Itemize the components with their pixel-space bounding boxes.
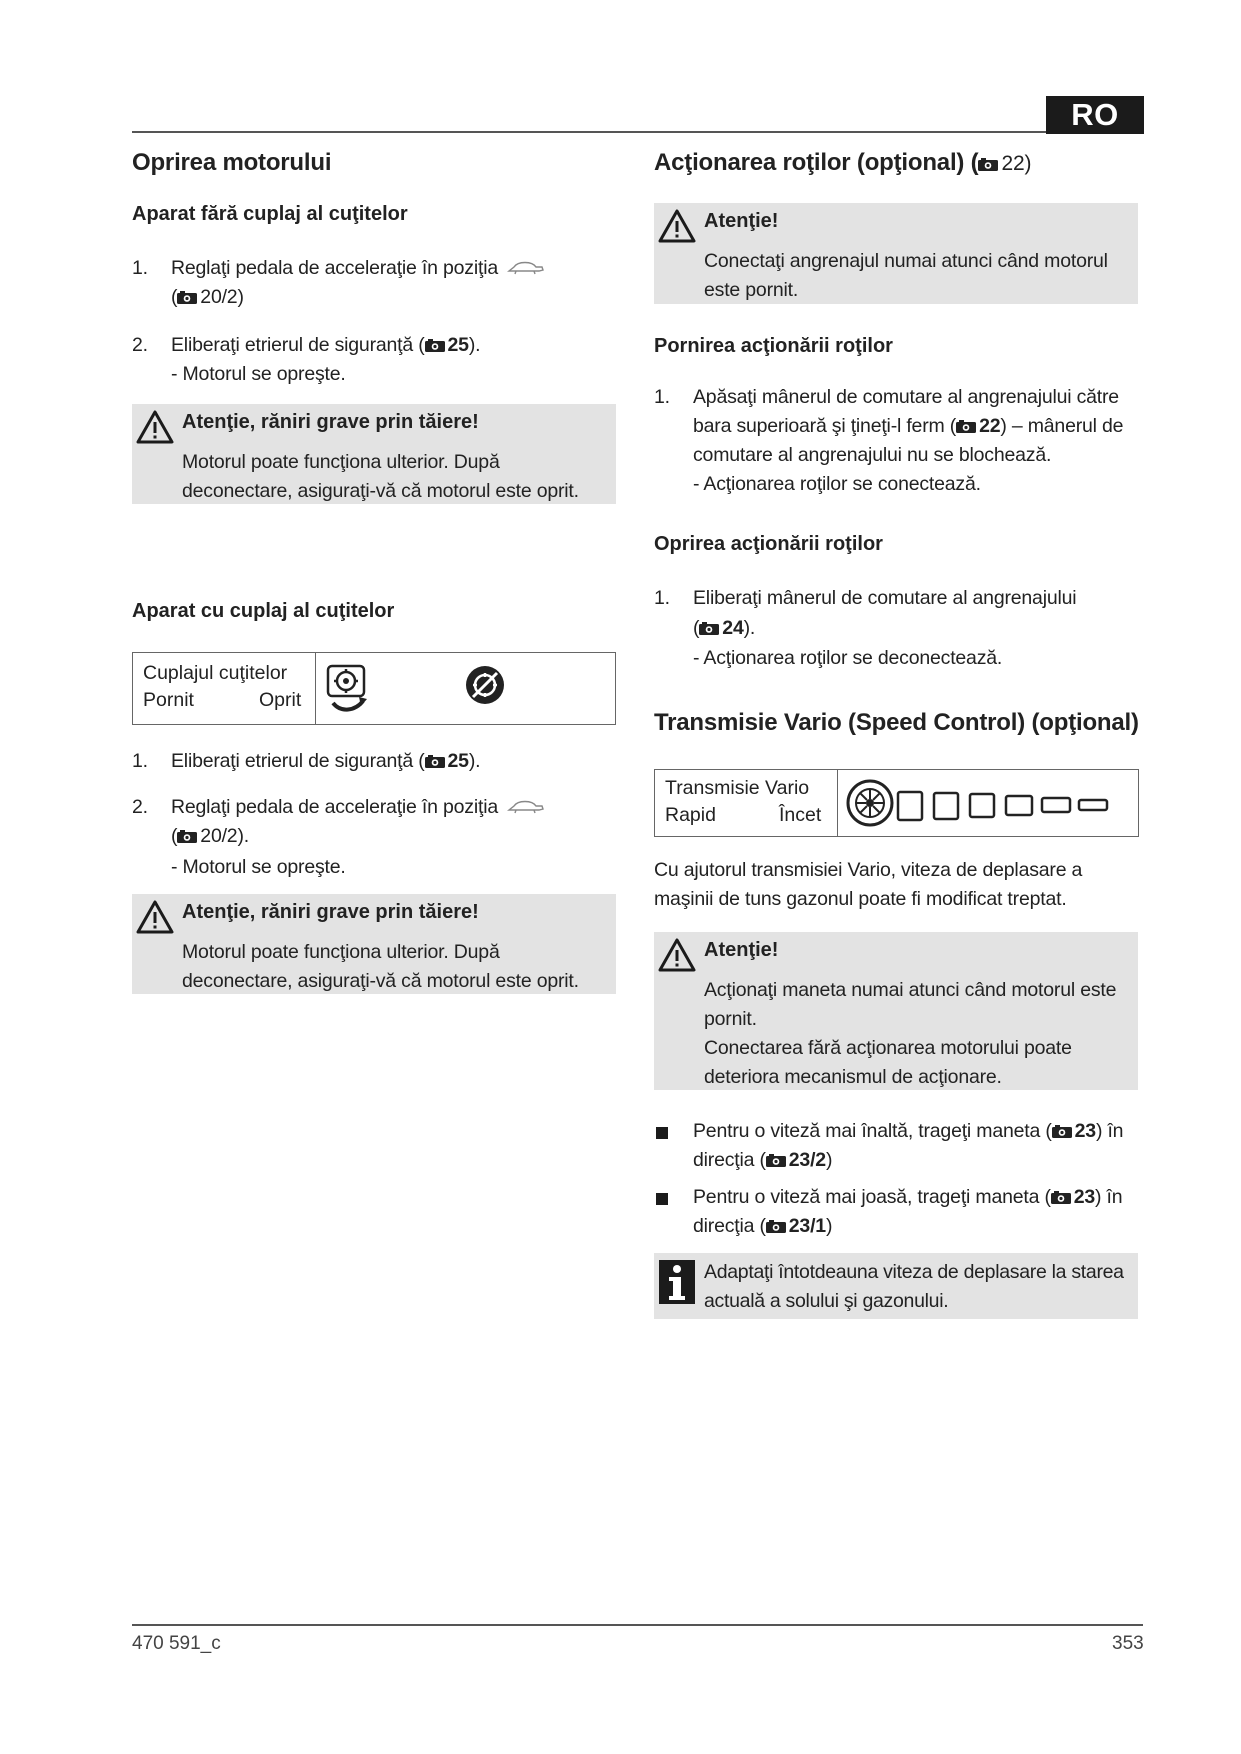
warning-text: Motorul poate funcţiona ulterior. După deconectare, asiguraţi-vă că motorul este oprit. (182, 941, 579, 992)
info-icon (659, 1260, 695, 1304)
subtitle-stop-wheel-drive: Oprirea acţionării roţilor (654, 533, 883, 555)
camera-icon (177, 830, 197, 843)
warning-title: Atenţie, răniri grave prin tăiere! (182, 411, 479, 433)
warning-text: Motorul poate funcţiona ulterior. După deconectare, asiguraţi-vă că motorul este oprit. (182, 451, 579, 502)
blade-clutch-off-icon (463, 663, 507, 707)
warning-box (654, 203, 1138, 304)
page-number: 353 (1112, 1633, 1144, 1654)
document-number: 470 591_c (132, 1633, 221, 1654)
camera-icon (425, 339, 445, 352)
blade-clutch-table: Cuplajul cuţitelor Pornit Oprit (132, 652, 616, 725)
blade-clutch-on-icon (325, 663, 371, 715)
list-item: 1. Reglaţi pedala de acceleraţie în poziţia ( 20/2) (132, 254, 612, 314)
camera-icon (1052, 1125, 1072, 1138)
vario-description: Cu ajutorul transmisiei Vario, viteza de deplasare a maşinii de tuns gazonul poate fi modificat treptat. (654, 859, 1083, 910)
warning-icon (135, 409, 175, 445)
warning-icon (657, 937, 697, 973)
warning-title: Atenţie! (704, 939, 779, 961)
warning-icon (657, 208, 697, 244)
camera-icon (699, 622, 719, 635)
warning-text: Conectaţi angrenajul numai atunci când motorul este pornit. (704, 250, 1108, 301)
camera-icon (978, 158, 998, 171)
camera-icon (766, 1154, 786, 1167)
warning-icon (135, 899, 175, 935)
turtle-icon (506, 798, 546, 814)
warning-text: Acţionaţi maneta numai atunci când motorul este pornit. Conectarea fără acţionarea motorului poate deteriora mecanismul de acţionare. (704, 979, 1117, 1088)
info-box (654, 1253, 1138, 1319)
section-title-engine-stop: Oprirea motorului (132, 149, 332, 176)
warning-title: Atenţie! (704, 210, 779, 232)
list-item: 1. Eliberaţi etrierul de siguranţă ( 25). (132, 750, 481, 772)
camera-icon (766, 1220, 786, 1233)
list-item: 1. Eliberaţi mânerul de comutare al angrenajului ( 24). - Acţionarea roţilor se deconectează. (654, 587, 1077, 669)
subtitle-with-blade-clutch: Aparat cu cuplaj al cuţitelor (132, 600, 395, 622)
warning-box (132, 894, 616, 994)
turtle-icon (506, 259, 546, 275)
section-title-wheel-drive: Acţionarea roţilor (opţional) ( 22) (654, 149, 1032, 176)
info-text: Adaptaţi întotdeauna viteza de deplasare la starea actuală a solului şi gazonului. (704, 1261, 1124, 1312)
warning-box (132, 404, 616, 504)
warning-box (654, 932, 1138, 1090)
camera-icon (425, 755, 445, 768)
header-rule (132, 131, 1143, 133)
wheel-icon (848, 781, 892, 825)
speed-scale-icon (845, 779, 1130, 829)
language-badge: RO (1046, 96, 1144, 134)
subtitle-no-blade-clutch: Aparat fără cuplaj al cuţitelor (132, 203, 408, 225)
footer-rule (132, 1624, 1143, 1626)
subtitle-start-wheel-drive: Pornirea acţionării roţilor (654, 335, 893, 357)
section-title-vario: Transmisie Vario (Speed Control) (opţional) (654, 709, 1139, 736)
camera-icon (1051, 1191, 1071, 1204)
camera-icon (177, 291, 197, 304)
list-item: 1. Apăsaţi mânerul de comutare al angrenajului către bara superioară şi ţineţi-l ferm ( 22) – mânerul de comutare al angrenajului nu se blochează. - Acţionarea roţilor se conectează. (654, 386, 1124, 495)
vario-table: Transmisie Vario Rapid Încet (654, 769, 1139, 837)
list-item: Pentru o viteză mai joasă, trageţi maneta ( 23) în direcţia ( 23/1) (693, 1186, 1123, 1237)
list-item: 2. Reglaţi pedala de acceleraţie în poziţia ( 20/2). - Motorul se opreşte. (132, 793, 612, 883)
warning-title: Atenţie, răniri grave prin tăiere! (182, 901, 479, 923)
list-item: 2. Eliberaţi etrierul de siguranţă ( 25). - Motorul se opreşte. (132, 334, 481, 385)
camera-icon (956, 420, 976, 433)
list-item: Pentru o viteză mai înaltă, trageţi maneta ( 23) în direcţia ( 23/2) (693, 1120, 1124, 1171)
